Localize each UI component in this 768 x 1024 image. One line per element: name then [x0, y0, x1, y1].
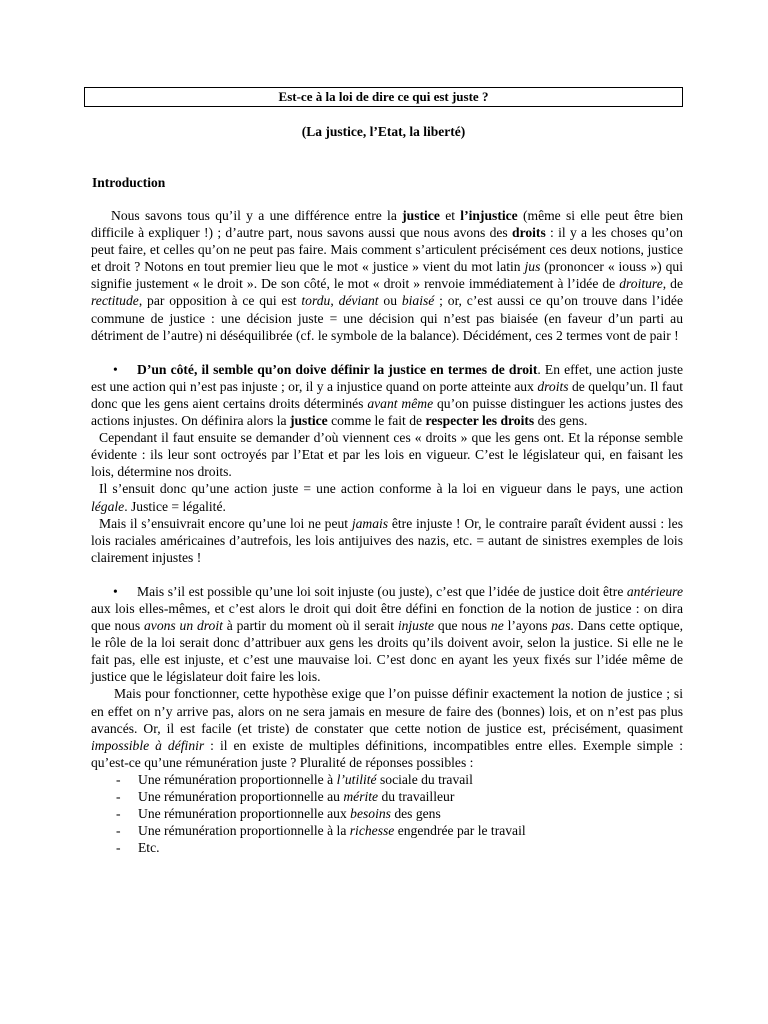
document-subtitle: (La justice, l’Etat, la liberté): [301, 124, 466, 139]
list-item: - Une rémunération proportionnelle à l’utilité sociale du travail: [116, 771, 473, 787]
remuneration-list: [91, 771, 683, 856]
list-item: - Une rémunération proportionnelle à la richesse engendrée par le travail: [116, 823, 526, 839]
bullet-icon: •: [113, 583, 118, 599]
list-item: - Une rémunération proportionnelle aux besoins des gens: [116, 806, 441, 822]
paragraph-hypothese: Mais pour fonctionner, cette hypothèse exige que l’on puisse définir exactement la notion de justice ; si en effet on n’y arrive pas, alors on ne sera jamais en mesure de faire des (bonnes) lois, et on n’est pas plus avancés. Or, il est facile (et triste) de constater que cette notion de justice est, précisément, quasiment impossible à définir : il en existe de multiples définitions, incompatibles entre elles. Exemple simple : qu’est-ce qu’une rémunération juste ? Pluralité de réponses possibles :: [91, 686, 683, 770]
paragraph-lois-injustes: Mais il s’ensuivrait encore qu’une loi ne peut jamais être injuste ! Or, le contraire paraît évident aussi : les lois raciales américaines d’autrefois, les lois antijuives des nazis, etc. = autant de sinistres exemples de lois clairement injustes !: [91, 515, 684, 565]
intro-paragraph: Nous savons tous qu’il y a une différence entre la justice et l’injustice (même si elle peut être bien difficile à expliquer !) ; d’autre part, nous savons aussi que nous avons des droits : il y a les choses qu’on peut faire, et celles qu’on ne peut pas faire. Mais comment s’articulent précisément ces deux notions, justice et droit ? Notons en tout premier lieu que le mot « justice » vient du mot latin jus (prononcer « iouss ») qui signifie justement « le droit ». De son côté, le mot « droit » renvoie immédiatement à l’idée de droiture, de rectitude, par opposition à ce qui est tordu, déviant ou biaisé ; or, c’est aussi ce qu’on trouve dans l’idée commune de justice : une décision juste = une décision qui n’est pas biaisée (en faveur d’un parti au détriment de l’autre) ni déséquilibrée (cf. le symbole de la balance). Décidément, ces 2 termes vont de pair !: [91, 208, 683, 343]
list-item: - Une rémunération proportionnelle au mérite du travailleur: [116, 789, 455, 804]
paragraph-legalite: Il s’ensuit donc qu’une action juste = une action conforme à la loi en vigueur dans le pays, une action légale. Justice = légalité.: [91, 481, 683, 514]
list-item: - Etc.: [116, 840, 160, 856]
document-title: Est-ce à la loi de dire ce qui est juste ?: [84, 87, 683, 107]
bullet-paragraph-droit: • D’un côté, il semble qu’on doive définir la justice en termes de droit. En effet, une action juste est une action qui n’est pas injuste ; or, il y a injustice quand on porte atteinte aux droits de quelqu’un. Il faut donc que les gens aient certains droits déterminés avant même qu’on puisse distinguer les actions justes des actions injustes. On définira alors la justice comme le fait de respecter les droits des gens.: [91, 361, 684, 429]
document-body: [91, 207, 683, 856]
bullet-paragraph-justice: • Mais s’il est possible qu’une loi soit injuste (ou juste), c’est que l’idée de justice doit être antérieure aux lois elles-mêmes, et c’est alors le droit qui doit être défini en fonction de la notion de justice : on dira que nous avons un droit à partir du moment où il serait injuste que nous ne l’ayons pas. Dans cette optique, le rôle de la loi serait donc d’attribuer aux gens les droits qu’ils doivent avoir, selon la justice. Si elle ne le fait pas, elle est injuste, et c’est une mauvaise loi. C’est donc en ayant les yeux fixés sur l’idée même de justice que le législateur doit faire les lois.: [91, 583, 684, 685]
bullet-icon: •: [113, 361, 118, 377]
paragraph-cependant: Cependant il faut ensuite se demander d’où viennent ces « droits » que les gens ont. Et la réponse semble évidente : ils leur sont octroyés par l’Etat et par les lois en vigueur. C’est le législateur qui, en faisant les lois, détermine nos droits.: [91, 430, 683, 480]
introduction-heading: Introduction: [92, 175, 166, 190]
